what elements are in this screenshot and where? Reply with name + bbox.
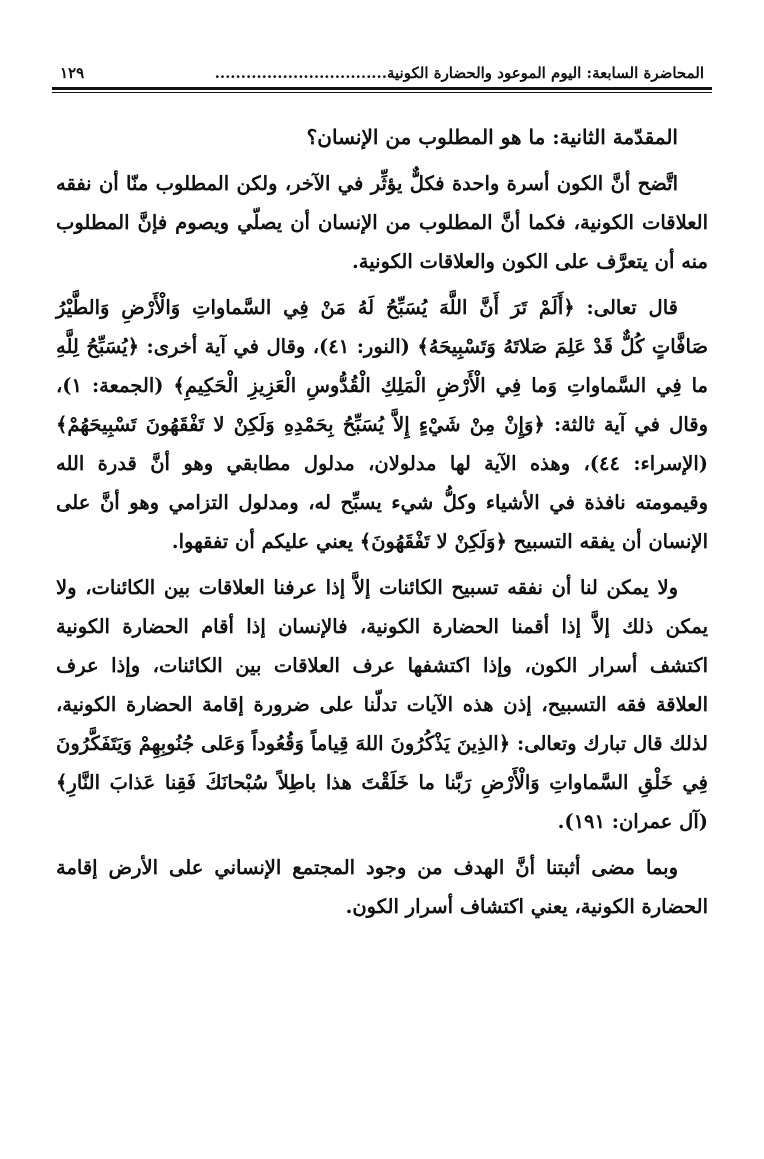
page-number: ١٢٩	[60, 64, 85, 82]
section-heading: المقدّمة الثانية: ما هو المطلوب من الإنسان؟	[306, 125, 678, 149]
page-body	[56, 118, 708, 933]
paragraph-2: قال تعالى: ﴿أَلَمْ تَرَ أَنَّ اللَّهَ يُسَبِّحُ لَهُ مَنْ فِي السَّماواتِ وَالْأَرْضِ وَالطَّيْرُ صَافَّاتٍ كُلٌّ قَدْ عَلِمَ صَلاتَهُ وَتَسْبِيحَهُ﴾ (النور: ٤١)، وقال في آية أخرى: ﴿يُسَبِّحُ لِلَّهِ ما فِي السَّماواتِ وَما فِي الْأَرْضِ الْمَلِكِ الْقُدُّوسِ الْعَزِيزِ الْحَكِيمِ﴾ (الجمعة: ١)، وقال في آية ثالثة: ﴿وَإِنْ مِنْ شَيْءٍ إِلاَّ يُسَبِّحُ بِحَمْدِهِ وَلَكِنْ لا تَفْقَهُونَ تَسْبِيحَهُمْ﴾ (الإسراء: ٤٤)، وهذه الآية لها مدلولان، مدلول مطابقي وهو أنَّ قدرة الله وقيمومته نافذة في الأشياء وكلُّ شيء يسبِّح له، ومدلول التزامي وهو أنَّ على الإنسان أن يفقه التسبيح ﴿وَلَكِنْ لا تَفْقَهُونَ﴾ يعني عليكم أن تفقهوا.	[56, 296, 709, 553]
header-divider-thick	[52, 87, 712, 90]
running-header	[60, 52, 704, 82]
paragraph-1: اتَّضح أنَّ الكون أسرة واحدة فكلٌّ يؤثِّر في الآخر، ولكن المطلوب منّا أن نفقه العلاقات الكونية، فكما أنَّ المطلوب من الإنسان أن يصلّي ويصوم فإنَّ المطلوب منه أن يتعرَّف على الكون والعلاقات الكونية.	[56, 172, 708, 273]
header-chapter-title: المحاضرة السابعة: اليوم الموعود والحضارة الكونية.................................	[214, 64, 704, 82]
paragraph-4: وبما مضى أثبتنا أنَّ الهدف من وجود المجتمع الإنساني على الأرض إقامة الحضارة الكونية، يعني اكتشاف أسرار الكون.	[56, 856, 708, 918]
paragraph-3: ولا يمكن لنا أن نفقه تسبيح الكائنات إلاَّ إذا عرفنا العلاقات بين الكائنات، ولا يمكن ذلك إلاَّ إذا أقمنا الحضارة الكونية، فالإنسان إذا أقام الحضارة الكونية اكتشف أسرار الكون، وإذا اكتشفها عرف العلاقات بين الكائنات، وإذا عرف العلاقة فقه التسبيح، إذن هذه الآيات تدلّنا على ضرورة إقامة الحضارة الكونية، لذلك قال تبارك وتعالى: ﴿الذِينَ يَذْكُرُونَ اللهَ قِياماً وَقُعُوداً وَعَلى جُنُوبِهِمْ وَيَتَفَكَّرُونَ فِي خَلْقِ السَّماواتِ وَالْأَرْضِ رَبَّنا ما خَلَقْتَ هذا باطِلاً سُبْحانَكَ فَقِنا عَذابَ النَّارِ﴾ (آل عمران: ١٩١).	[56, 576, 708, 833]
header-divider-thin	[52, 92, 712, 93]
